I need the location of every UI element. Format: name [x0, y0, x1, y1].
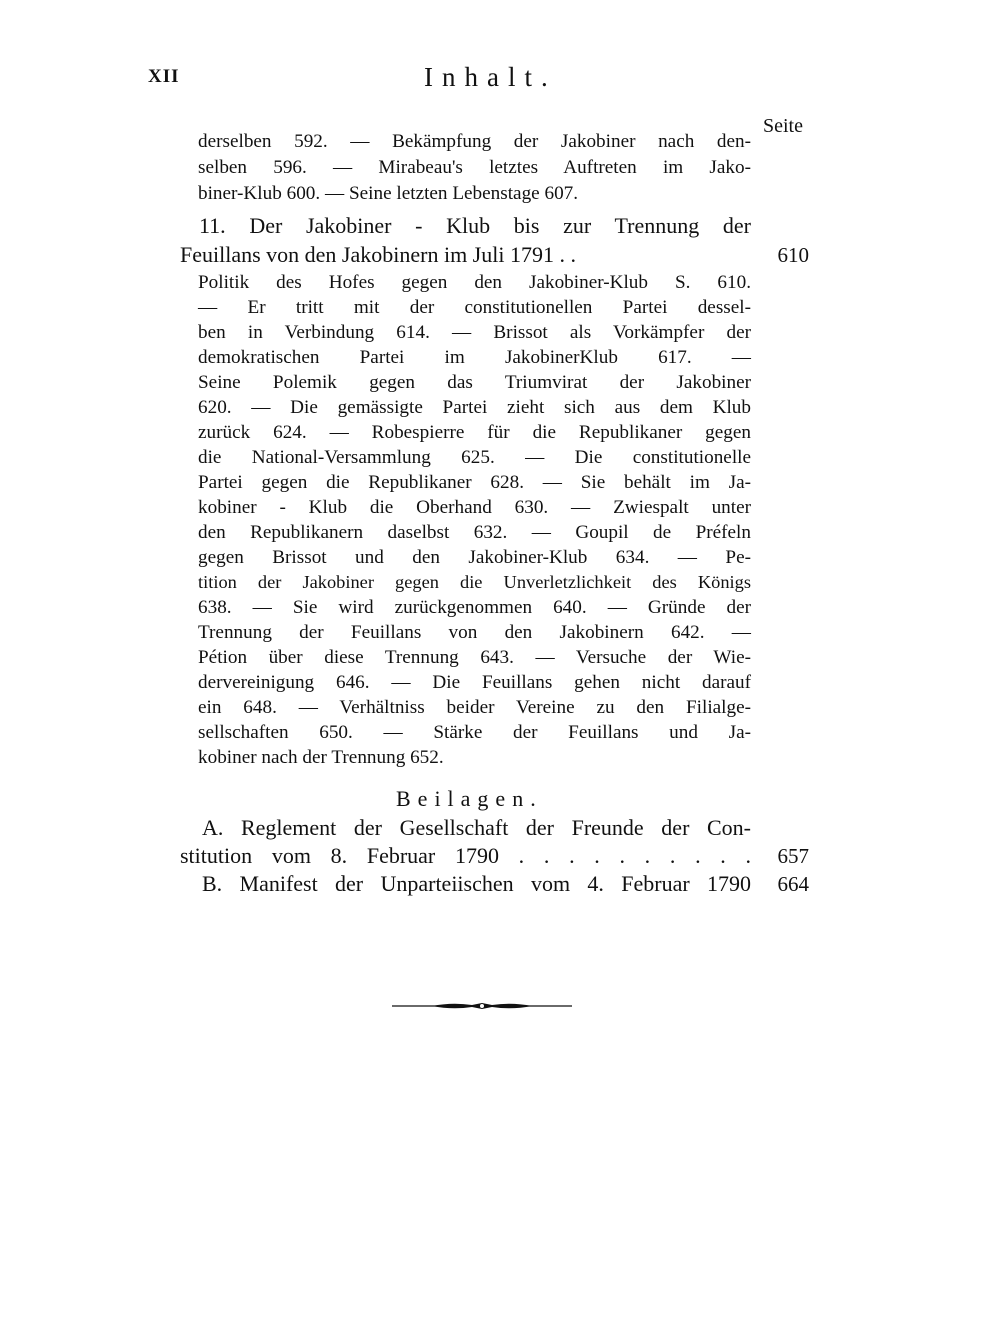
section-11-heading-line2: Feuillans von den Jakobinern im Juli 1791 . . — [180, 242, 576, 267]
ornament-divider-icon — [392, 1001, 572, 1011]
beilage-a-page-number: 657 — [777, 844, 809, 868]
summary-line: Politik des Hofes gegen den Jakobiner-Klub S. 610. — [198, 272, 751, 293]
summary-line: gegen Brissot und den Jakobiner-Klub 634. — Pe- — [198, 547, 751, 568]
summary-line: dervereinigung 646. — Die Feuillans gehen nicht darauf — [198, 672, 751, 693]
summary-line: sellschaften 650. — Stärke der Feuillans und Ja- — [198, 722, 751, 743]
section-11-page-number: 610 — [777, 243, 809, 267]
summary-line: kobiner nach der Trennung 652. — [198, 747, 444, 768]
summary-line: Seine Polemik gegen das Triumvirat der Jakobiner — [198, 372, 751, 393]
beilagen-heading: Beilagen. — [396, 786, 543, 811]
summary-line: tition der Jakobiner gegen die Unverletzlichkeit des Königs — [198, 572, 751, 592]
beilage-b-line: B. Manifest der Unparteiischen vom 4. Februar 1790 — [202, 871, 751, 896]
summary-line: den Republikanern daselbst 632. — Goupil de Préfeln — [198, 522, 751, 543]
beilage-b-page-number: 664 — [777, 872, 809, 896]
beilage-a-line1: A. Reglement der Gesellschaft der Freunde der Con- — [202, 815, 751, 840]
summary-line: ein 648. — Verhältniss beider Vereine zu den Filialge- — [198, 697, 751, 718]
beilage-a-line2: stitution vom 8. Februar 1790 . . . . . . . . . . — [180, 843, 751, 868]
summary-line: — Er tritt mit der constitutionellen Partei dessel- — [198, 297, 751, 318]
summary-line: ben in Verbindung 614. — Brissot als Vorkämpfer der — [198, 322, 751, 343]
summary-line: Pétion über diese Trennung 643. — Versuche der Wie- — [198, 647, 751, 668]
continuation-line: biner-Klub 600. — Seine letzten Lebenstage 607. — [198, 183, 579, 204]
continuation-line: selben 596. — Mirabeau's letztes Auftreten im Jako- — [198, 157, 751, 178]
page-number-roman: XII — [148, 66, 180, 87]
summary-line: Trennung der Feuillans von den Jakobinern 642. — — [198, 622, 751, 643]
summary-line: kobiner - Klub die Oberhand 630. — Zwiespalt unter — [198, 497, 751, 518]
summary-line: zurück 624. — Robespierre für die Republikaner gegen — [198, 422, 751, 443]
summary-line: Partei gegen die Republikaner 628. — Sie behält im Ja- — [198, 472, 751, 493]
seite-column-label: Seite — [763, 115, 803, 137]
summary-line: 620. — Die gemässigte Partei zieht sich aus dem Klub — [198, 397, 751, 418]
summary-line: die National-Versammlung 625. — Die constitutionelle — [198, 447, 751, 468]
continuation-line: derselben 592. — Bekämpfung der Jakobiner nach den- — [198, 131, 751, 152]
running-title: Inhalt. — [424, 62, 557, 92]
section-11-heading-line1: 11. Der Jakobiner - Klub bis zur Trennung der — [199, 213, 751, 238]
summary-line: demokratischen Partei im JakobinerKlub 617. — — [198, 347, 751, 368]
summary-line: 638. — Sie wird zurückgenommen 640. — Gründe der — [198, 597, 751, 618]
